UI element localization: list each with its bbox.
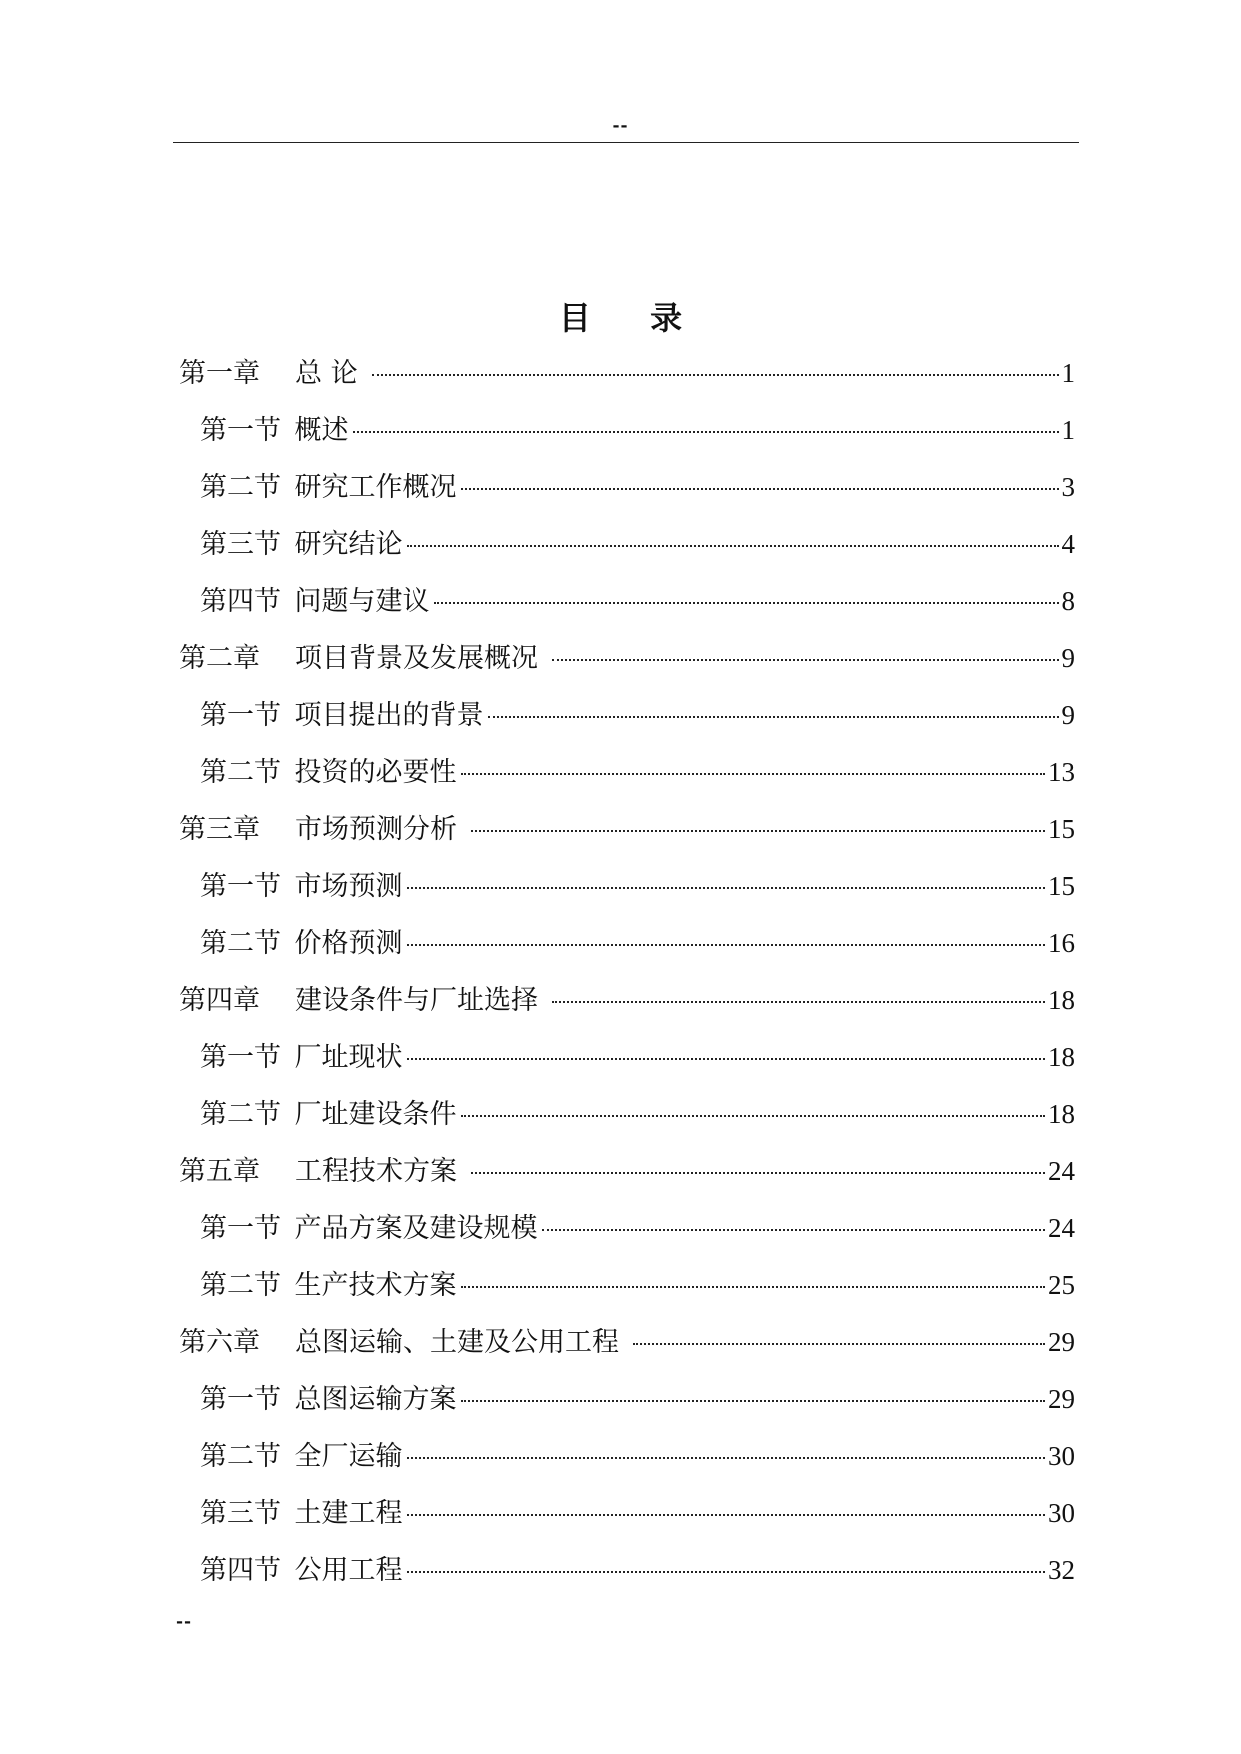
section-title: 价格预测 [294, 928, 403, 959]
section-number: 第二节 [200, 472, 281, 503]
toc-page-number: 16 [1048, 928, 1075, 958]
dot-leader [407, 545, 1059, 547]
toc-entry-label [200, 1029, 403, 1086]
toc-page-number: 18 [1048, 1042, 1075, 1072]
toc-entry-label [200, 1200, 538, 1257]
section-number: 第一节 [200, 1213, 281, 1244]
dot-leader [407, 1514, 1046, 1516]
chapter-title: 市场预测分析 [295, 814, 457, 845]
section-title: 概述 [294, 415, 349, 446]
dot-leader [407, 944, 1046, 946]
section-number: 第四节 [200, 586, 281, 617]
toc-page-number: 9 [1061, 700, 1075, 730]
toc-section-entry[interactable] [179, 573, 1075, 630]
page-header-mark: -- [612, 116, 629, 136]
toc-section-entry[interactable] [179, 1542, 1075, 1599]
toc-page-number: 1 [1061, 358, 1075, 388]
dot-leader [633, 1343, 1045, 1345]
section-title: 生产技术方案 [294, 1270, 457, 1301]
toc-page-number: 24 [1048, 1213, 1075, 1243]
section-title: 公用工程 [294, 1555, 403, 1586]
toc-entry-label [200, 687, 484, 744]
dot-leader [407, 1571, 1046, 1573]
section-number: 第二节 [200, 928, 281, 959]
section-title: 土建工程 [294, 1498, 403, 1529]
header-rule [173, 142, 1079, 143]
toc-section-entry[interactable] [179, 915, 1075, 972]
toc-chapter-entry[interactable] [179, 801, 1075, 858]
dot-leader [552, 659, 1059, 661]
toc-page-number: 4 [1061, 529, 1075, 559]
table-of-contents [179, 345, 1075, 1599]
chapter-number: 第二章 [179, 643, 260, 674]
toc-entry-label [200, 573, 430, 630]
toc-section-entry[interactable] [179, 1200, 1075, 1257]
section-title: 厂址现状 [294, 1042, 403, 1073]
section-title: 研究结论 [294, 529, 403, 560]
dot-leader [407, 1058, 1046, 1060]
toc-entry-label [179, 345, 358, 402]
chapter-number: 第一章 [179, 358, 260, 389]
dot-leader [461, 488, 1059, 490]
toc-section-entry[interactable] [179, 1485, 1075, 1542]
toc-entry-label [179, 630, 538, 687]
section-title: 投资的必要性 [294, 757, 457, 788]
toc-chapter-entry[interactable] [179, 972, 1075, 1029]
toc-entry-label [179, 972, 538, 1029]
section-title: 研究工作概况 [294, 472, 457, 503]
toc-entry-label [200, 858, 403, 915]
section-number: 第三节 [200, 1498, 281, 1529]
section-title: 总图运输方案 [294, 1384, 457, 1415]
toc-page-number: 1 [1061, 415, 1075, 445]
section-title: 全厂运输 [294, 1441, 403, 1472]
toc-page-number: 15 [1048, 814, 1075, 844]
toc-page-number: 29 [1048, 1327, 1075, 1357]
toc-section-entry[interactable] [179, 459, 1075, 516]
toc-section-entry[interactable] [179, 1428, 1075, 1485]
toc-section-entry[interactable] [179, 516, 1075, 573]
dot-leader [461, 1115, 1046, 1117]
toc-page-number: 18 [1048, 985, 1075, 1015]
section-title: 厂址建设条件 [294, 1099, 457, 1130]
section-number: 第二节 [200, 1270, 281, 1301]
toc-entry-label [200, 516, 403, 573]
dot-leader [461, 1286, 1046, 1288]
dot-leader [407, 887, 1046, 889]
toc-entry-label [200, 744, 457, 801]
toc-chapter-entry[interactable] [179, 1143, 1075, 1200]
toc-chapter-entry[interactable] [179, 1314, 1075, 1371]
toc-entry-label [200, 1257, 457, 1314]
dot-leader [434, 602, 1059, 604]
toc-page-number: 18 [1048, 1099, 1075, 1129]
dot-leader [461, 773, 1046, 775]
section-number: 第三节 [200, 529, 281, 560]
section-title: 市场预测 [294, 871, 403, 902]
toc-section-entry[interactable] [179, 1029, 1075, 1086]
section-title: 问题与建议 [294, 586, 430, 617]
toc-section-entry[interactable] [179, 1257, 1075, 1314]
toc-entry-label [179, 1143, 457, 1200]
dot-leader [471, 1172, 1045, 1174]
section-number: 第二节 [200, 1099, 281, 1130]
chapter-title: 工程技术方案 [295, 1156, 457, 1187]
chapter-number: 第四章 [179, 985, 260, 1016]
toc-page-number: 30 [1048, 1441, 1075, 1471]
dot-leader [542, 1229, 1046, 1231]
toc-entry-label [200, 915, 403, 972]
toc-title: 目 录 [558, 299, 707, 337]
toc-page-number: 32 [1048, 1555, 1075, 1585]
section-number: 第一节 [200, 415, 281, 446]
toc-page-number: 8 [1061, 586, 1075, 616]
toc-section-entry[interactable] [179, 1371, 1075, 1428]
chapter-title: 总 论 [295, 358, 358, 389]
toc-chapter-entry[interactable] [179, 630, 1075, 687]
toc-page-number: 29 [1048, 1384, 1075, 1414]
section-title: 项目提出的背景 [294, 700, 484, 731]
chapter-title: 总图运输、土建及公用工程 [295, 1327, 619, 1358]
section-number: 第四节 [200, 1555, 281, 1586]
chapter-number: 第五章 [179, 1156, 260, 1187]
toc-page-number: 24 [1048, 1156, 1075, 1186]
dot-leader [552, 1001, 1045, 1003]
section-number: 第二节 [200, 1441, 281, 1472]
chapter-number: 第三章 [179, 814, 260, 845]
dot-leader [488, 716, 1059, 718]
toc-section-entry[interactable] [179, 402, 1075, 459]
toc-section-entry[interactable] [179, 687, 1075, 744]
toc-entry-label [200, 459, 457, 516]
toc-chapter-entry[interactable] [179, 345, 1075, 402]
toc-entry-label [200, 1485, 403, 1542]
section-title: 产品方案及建设规模 [294, 1213, 538, 1244]
toc-page-number: 3 [1061, 472, 1075, 502]
section-number: 第一节 [200, 871, 281, 902]
dot-leader [353, 431, 1059, 433]
toc-section-entry[interactable] [179, 744, 1075, 801]
chapter-number: 第六章 [179, 1327, 260, 1358]
dot-leader [372, 374, 1059, 376]
toc-entry-label [200, 1371, 457, 1428]
dot-leader [461, 1400, 1046, 1402]
toc-page-number: 9 [1061, 643, 1075, 673]
toc-entry-label [200, 1542, 403, 1599]
toc-entry-label [179, 801, 457, 858]
section-number: 第一节 [200, 700, 281, 731]
toc-entry-label [179, 1314, 619, 1371]
dot-leader [407, 1457, 1046, 1459]
toc-section-entry[interactable] [179, 858, 1075, 915]
toc-page-number: 13 [1048, 757, 1075, 787]
section-number: 第一节 [200, 1042, 281, 1073]
toc-page-number: 25 [1048, 1270, 1075, 1300]
chapter-title: 建设条件与厂址选择 [295, 985, 538, 1016]
dot-leader [471, 830, 1045, 832]
toc-section-entry[interactable] [179, 1086, 1075, 1143]
toc-entry-label [200, 1428, 403, 1485]
chapter-title: 项目背景及发展概况 [295, 643, 538, 674]
toc-entry-label [200, 402, 349, 459]
section-number: 第一节 [200, 1384, 281, 1415]
toc-page-number: 15 [1048, 871, 1075, 901]
toc-page-number: 30 [1048, 1498, 1075, 1528]
page-footer-mark: -- [176, 1612, 193, 1632]
section-number: 第二节 [200, 757, 281, 788]
toc-entry-label [200, 1086, 457, 1143]
